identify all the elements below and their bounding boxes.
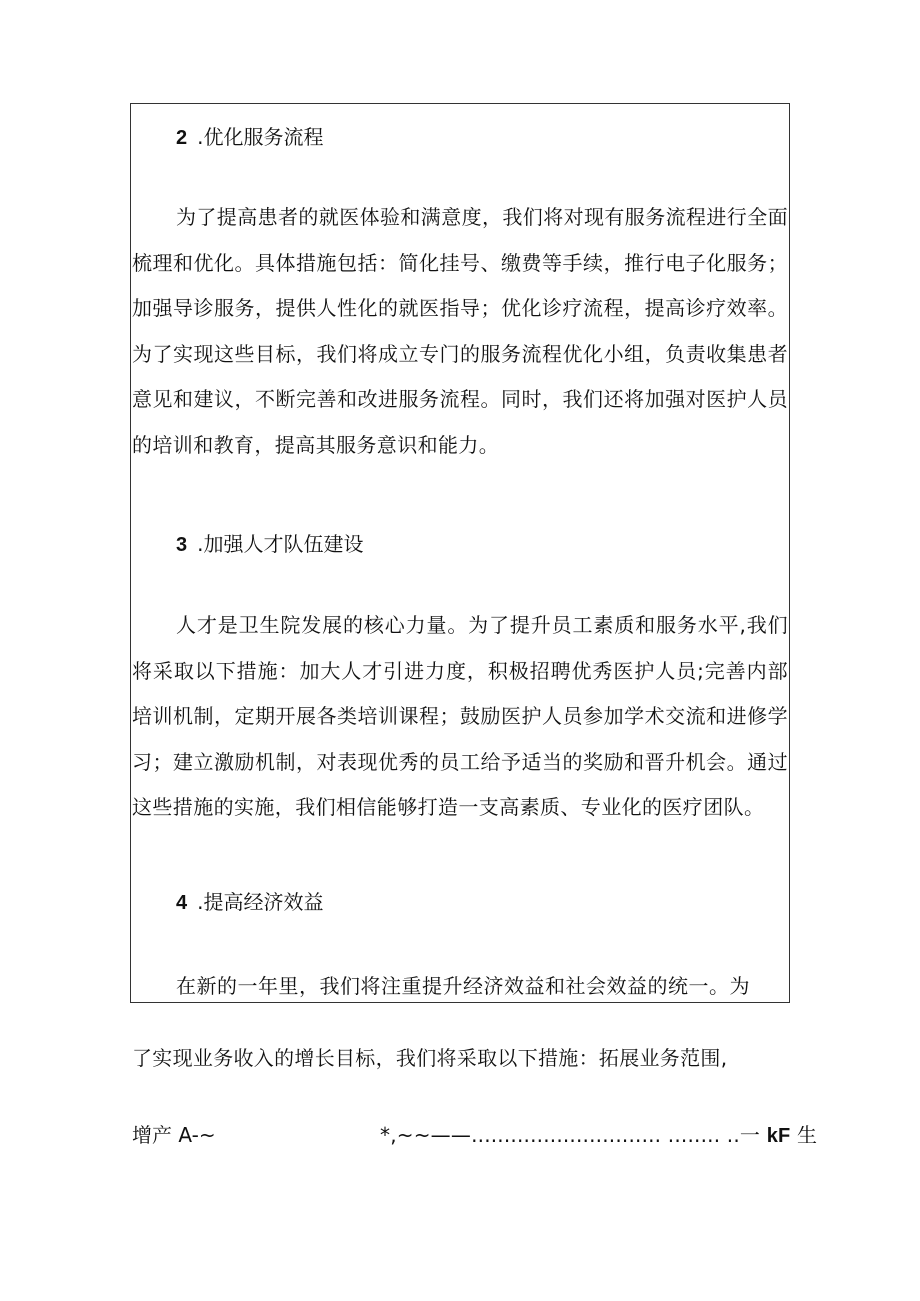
garbled-text-right-a: *,~~——............................. ........ ..一 — [380, 1123, 767, 1147]
section-4-number: 4 — [176, 892, 188, 914]
section-2-title: .优化服务流程 — [197, 125, 324, 149]
continuation-line: 了实现业务收入的增长目标，我们将采取以下措施：拓展业务范围, — [132, 1046, 728, 1070]
section-3-heading — [176, 534, 363, 555]
garbled-text-right-b: 生 — [790, 1123, 818, 1147]
garbled-text-right-kf: kF — [766, 1125, 791, 1147]
section-3-paragraph: 人才是卫生院发展的核心力量。为了提升员工素质和服务水平,我们将采取以下措施：加大人才引进力度，积极招聘优秀医护人员;完善内部培训机制，定期开展各类培训课程；鼓励医护人员参加学术交流和进修学习；建立激励机制，对表现优秀的员工给予适当的奖励和晋升机会。通过这些措施的实施，我们相信能够打造一支高素质、专业化的医疗团队。 — [132, 613, 788, 819]
section-2-heading — [176, 127, 323, 148]
garbled-text-right — [380, 1119, 817, 1148]
section-4-title: .提高经济效益 — [197, 890, 324, 914]
section-2-number: 2 — [176, 127, 188, 149]
garbled-text-left: 增产 A-~ — [132, 1123, 216, 1147]
section-4-paragraph-line1: 在新的一年里，我们将注重提升经济效益和社会效益的统一。为 — [176, 974, 750, 998]
section-2-paragraph: 为了提高患者的就医体验和满意度，我们将对现有服务流程进行全面梳理和优化。具体措施包括：简化挂号、缴费等手续，推行电子化服务；加强导诊服务，提供人性化的就医指导；优化诊疗流程，提高诊疗效率。为了实现这些目标，我们将成立专门的服务流程优化小组，负责收集患者意见和建议，不断完善和改进服务流程。同时，我们还将加强对医护人员的培训和教育，提高其服务意识和能力。 — [132, 205, 788, 457]
section-3-title: .加强人才队伍建设 — [197, 532, 364, 556]
section-4-heading — [176, 892, 323, 913]
section-3-number: 3 — [176, 534, 188, 556]
